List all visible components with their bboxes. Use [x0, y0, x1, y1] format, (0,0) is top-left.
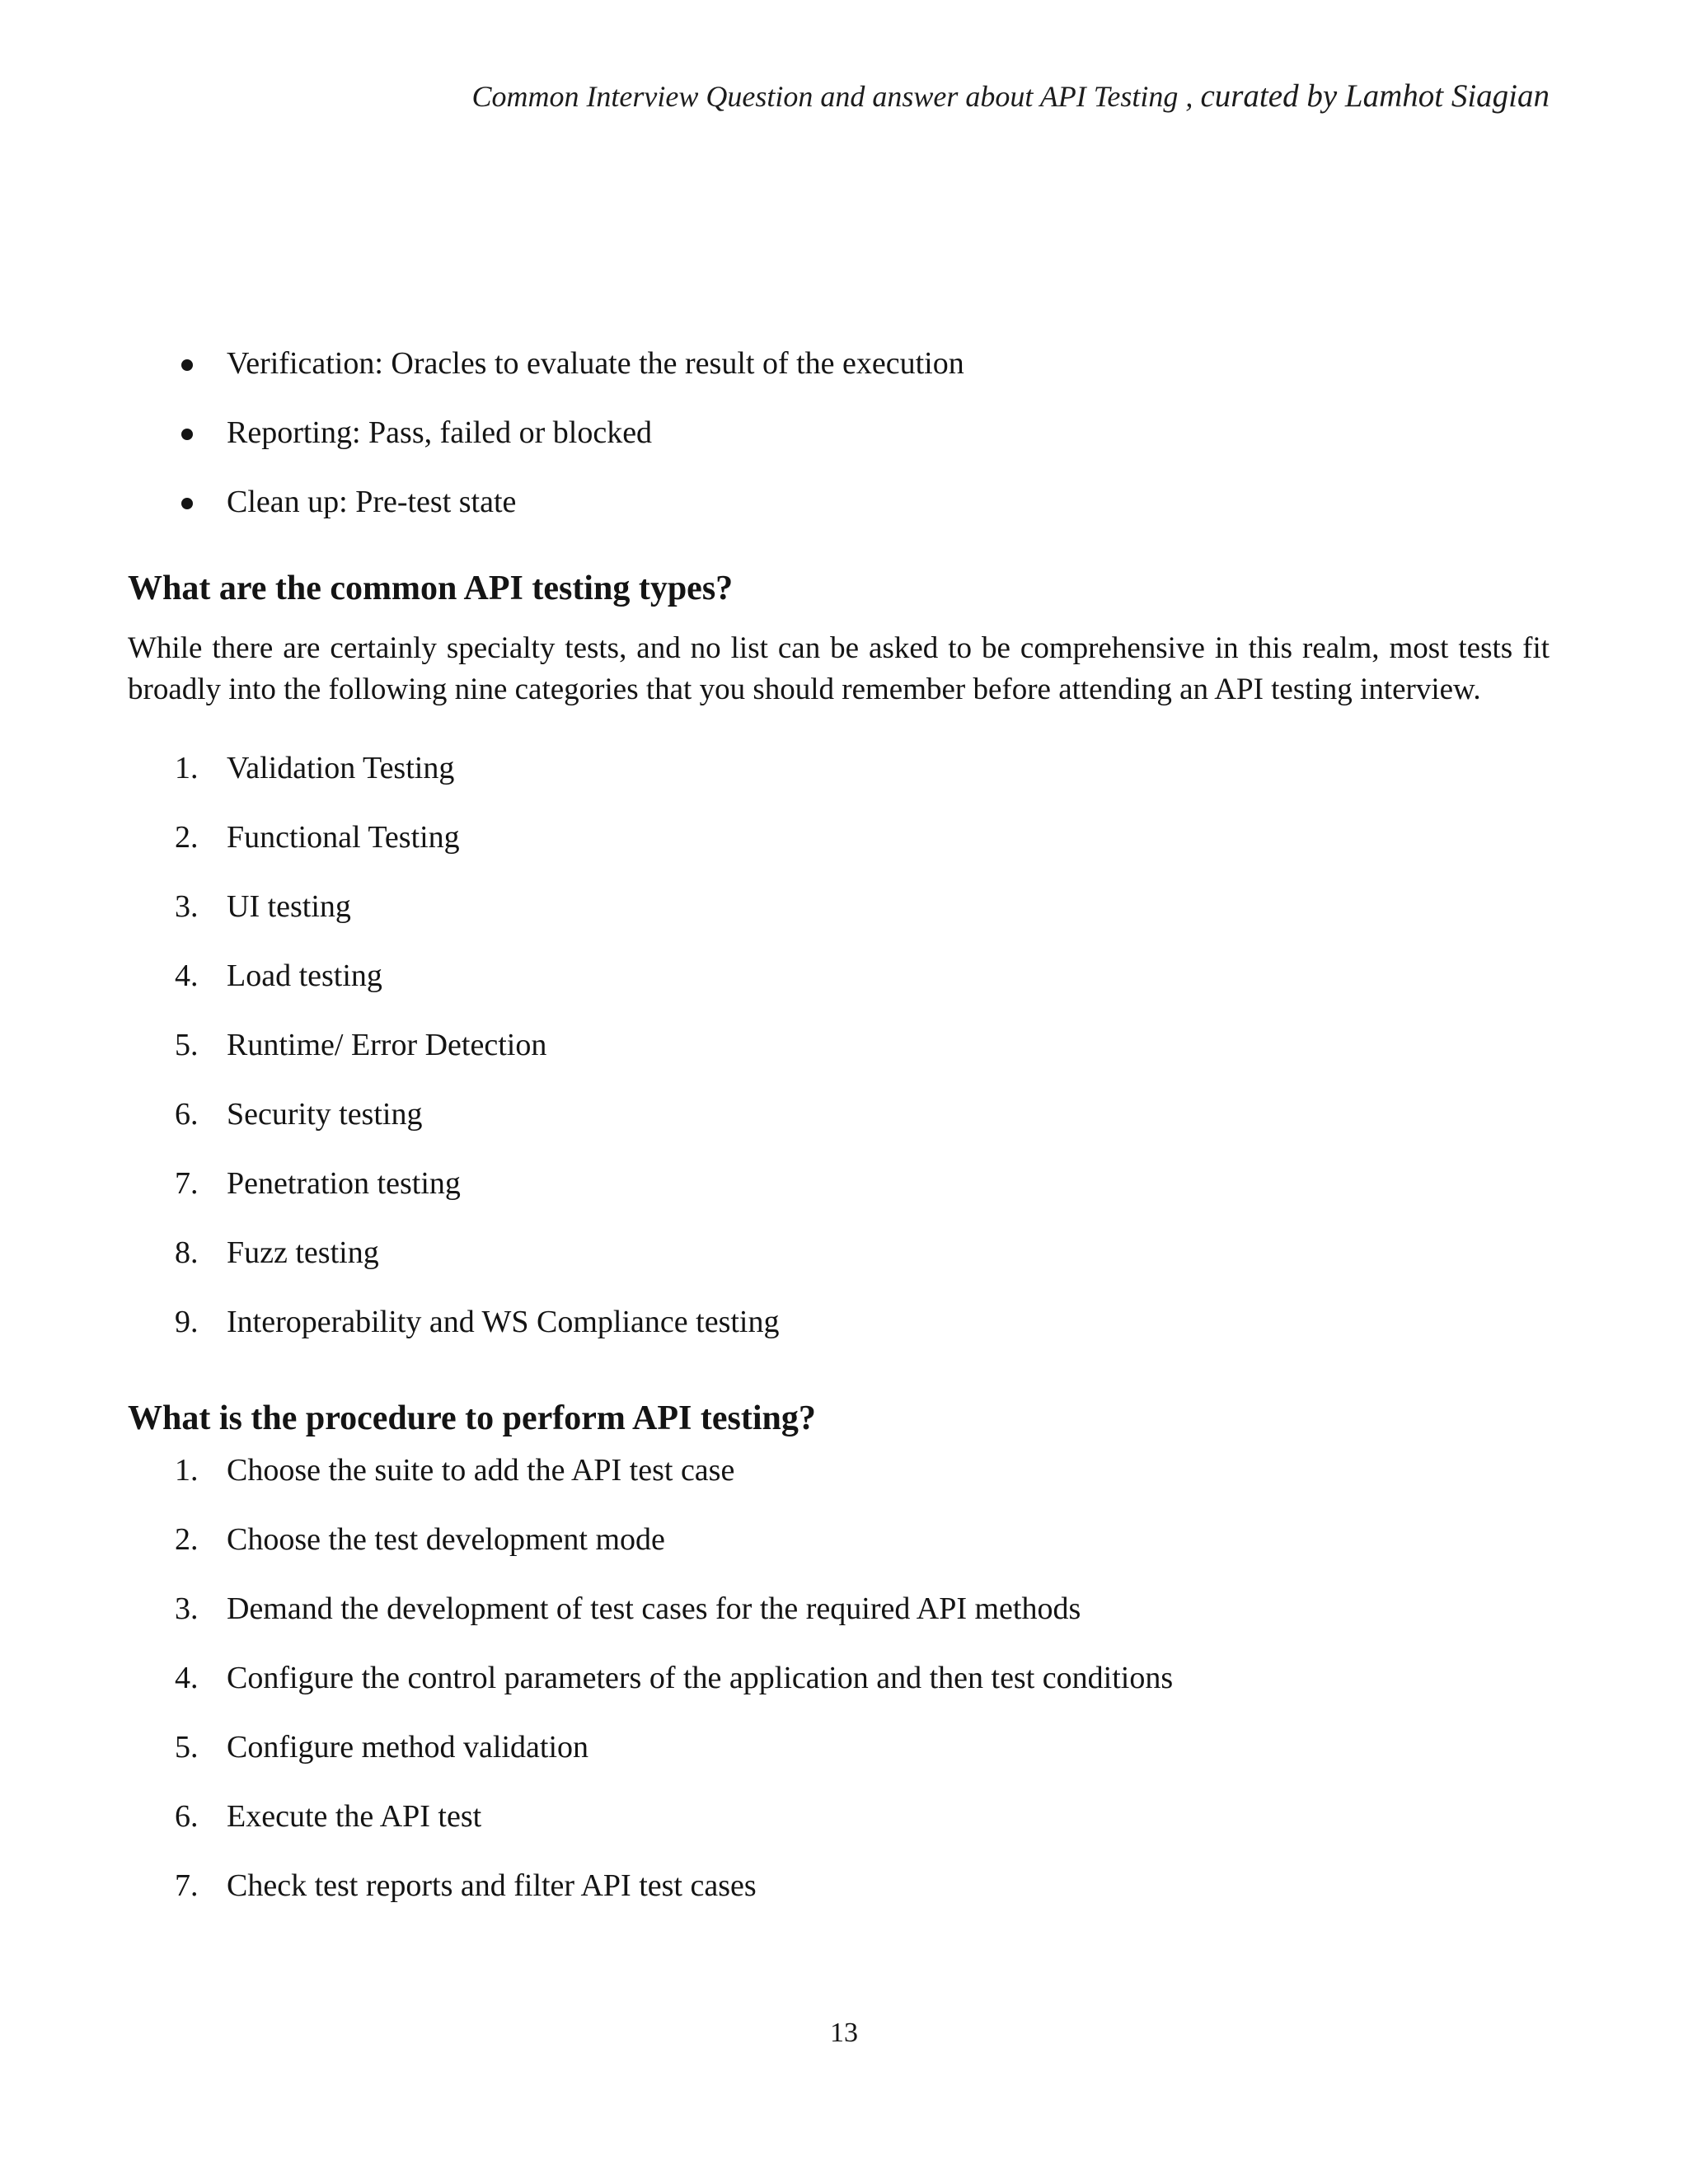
list-item: [128, 1789, 1550, 1858]
bullet-list: [128, 336, 1550, 544]
list-item: [128, 1226, 1550, 1295]
list-item-text: Configure the control parameters of the application and then test conditions: [227, 1661, 1174, 1695]
list-item-number: 8.: [175, 1235, 199, 1270]
list-item-text: Functional Testing: [227, 820, 460, 855]
list-item-number: 1.: [175, 751, 199, 785]
section-paragraph: While there are certainly specialty tests, and no list can be asked to be comprehensive in this realm, most tests fit broadly into the following nine categories that you should remember before attending an API testing interview.: [128, 631, 1550, 706]
list-item-number: 2.: [175, 820, 199, 855]
list-item-text: Load testing: [227, 958, 382, 993]
list-item: [128, 1720, 1550, 1789]
list-item: [128, 1018, 1550, 1087]
testing-types-list: [128, 741, 1550, 1364]
list-item-number: 4.: [175, 958, 199, 993]
running-header: [471, 77, 1550, 115]
list-item-number: 7.: [175, 1868, 199, 1903]
page-content: [128, 336, 1550, 1928]
list-item: [128, 405, 1550, 475]
procedure-list: [128, 1443, 1550, 1928]
section-heading-testing-types: What are the common API testing types?: [128, 569, 734, 607]
list-item: [128, 1858, 1550, 1928]
list-item-number: 1.: [175, 1453, 199, 1488]
list-item-number: 9.: [175, 1305, 199, 1339]
list-item-text: Choose the suite to add the API test case: [227, 1453, 735, 1488]
list-item-number: 5.: [175, 1028, 199, 1062]
list-item-number: 6.: [175, 1799, 199, 1834]
list-item: [128, 949, 1550, 1018]
list-item-text: Fuzz testing: [227, 1235, 379, 1270]
list-item-text: Choose the test development mode: [227, 1522, 665, 1557]
list-item-number: 6.: [175, 1097, 199, 1132]
list-item-number: 7.: [175, 1166, 199, 1201]
list-item: [128, 1295, 1550, 1364]
list-item: [128, 336, 1550, 405]
list-item: [128, 1512, 1550, 1582]
header-curator: curated by Lamhot Siagian: [1200, 78, 1550, 114]
list-item-text: Check test reports and filter API test cases: [227, 1868, 757, 1903]
list-item: [128, 1651, 1550, 1720]
list-item-text: Runtime/ Error Detection: [227, 1028, 547, 1062]
list-item-text: Security testing: [227, 1097, 423, 1132]
list-item-text: Penetration testing: [227, 1166, 461, 1201]
list-item-text: Reporting: Pass, failed or blocked: [227, 415, 653, 450]
list-item-text: Configure method validation: [227, 1730, 589, 1765]
list-item-text: Verification: Oracles to evaluate the result of the execution: [227, 346, 964, 381]
list-item-number: 3.: [175, 1591, 199, 1626]
list-item-text: Execute the API test: [227, 1799, 482, 1834]
page-number: 13: [830, 2018, 858, 2048]
list-item-text: Validation Testing: [227, 751, 455, 785]
list-item-text: Demand the development of test cases for the required API methods: [227, 1591, 1081, 1626]
list-item: [128, 1582, 1550, 1651]
list-item-number: 3.: [175, 889, 199, 924]
list-item-text: Interoperability and WS Compliance testing: [227, 1305, 780, 1339]
list-item: [128, 1156, 1550, 1226]
section-heading-procedure: What is the procedure to perform API testing?: [128, 1399, 816, 1437]
list-item: [128, 475, 1550, 544]
list-item: [128, 741, 1550, 810]
list-item-text: Clean up: Pre-test state: [227, 485, 517, 519]
list-item-text: UI testing: [227, 889, 351, 924]
list-item-number: 5.: [175, 1730, 199, 1765]
header-title: Common Interview Question and answer about API Testing ,: [471, 80, 1193, 113]
list-item-number: 4.: [175, 1661, 199, 1695]
list-item-number: 2.: [175, 1522, 199, 1557]
list-item: [128, 879, 1550, 949]
list-item: [128, 1443, 1550, 1512]
list-item: [128, 1087, 1550, 1156]
list-item: [128, 810, 1550, 879]
